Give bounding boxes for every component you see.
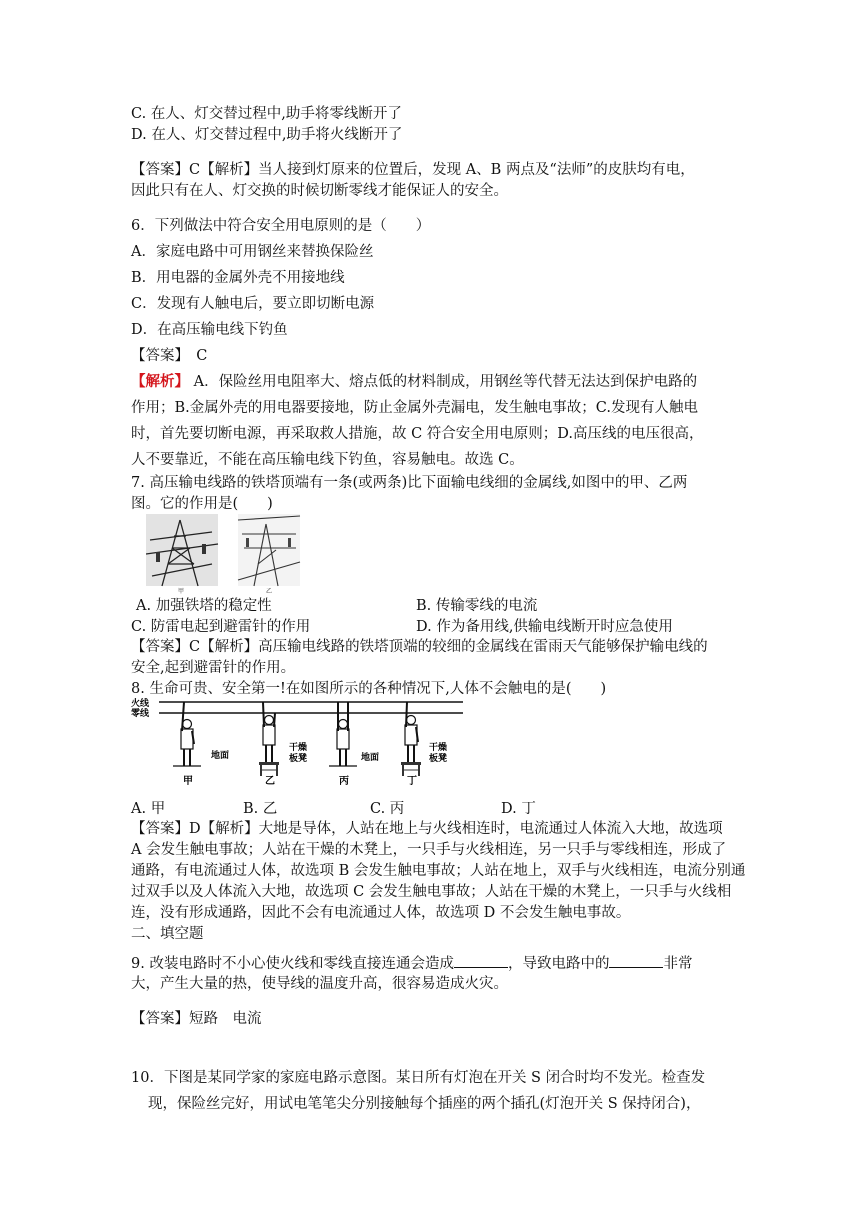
q10-line2: 现，保险丝完好，用试电笔笔尖分别接触每个插座的两个插孔(灯泡开关 S 保持闭合)，	[148, 1096, 701, 1112]
q8-answer-line2: A 会发生触电事故；人站在干燥的木凳上，一只手与火线相连，另一只手与零线相连，形成了	[131, 842, 727, 858]
ground-label-a: 地面	[211, 751, 230, 761]
q9-answer: 【答案】短路 电流	[131, 1011, 262, 1027]
q5-answer-line2: 因此只有在人、灯交换的时候切断零线才能保证人的安全。	[131, 183, 508, 199]
q8-answer-line3: 通路，有电流通过人体，故选项 B 会发生触电事故；人站在地上，双手与火线相连，电流分别通	[131, 863, 746, 879]
q7-option-c: C. 防雷电起到避雷针的作用	[131, 619, 311, 635]
neutral-wire-label: 零线	[131, 709, 150, 719]
q5-answer-line1: 【答案】C【解析】当人接到灯原来的位置后，发现 A、B 两点及“法师”的皮肤均有电，	[131, 162, 695, 178]
q6-option-c: C．发现有人触电后，要立即切断电源	[131, 296, 375, 312]
person-a	[173, 702, 201, 766]
tower-photo-a	[146, 514, 218, 586]
figure-label-c: 丙	[339, 776, 349, 787]
q5-option-d: D. 在人、灯交替过程中,助手将火线断开了	[131, 127, 403, 143]
q8-answer-line1: 【答案】D【解析】大地是导体，人站在地上与火线相连时，电流通过人体流入大地，故选项	[131, 821, 723, 837]
person-c	[329, 702, 357, 766]
q7-stem-line2: 图。它的作用是( )	[131, 496, 273, 512]
answer-blank-2[interactable]	[609, 953, 663, 968]
q6-analysis-line4: 人不要靠近，不能在高压输电线下钓鱼，容易触电。故选 C。	[131, 452, 524, 468]
q9-stem-line2: 大，产生大量的热，使导线的温度升高，很容易造成火灾。	[131, 976, 508, 992]
q8-option-d: D. 丁	[501, 801, 536, 817]
stool-label-d-1: 干燥	[429, 743, 448, 753]
q8-answer-line4: 过双手以及人体流入大地，故选项 C 会发生触电事故；人站在干燥的木凳上，一只手与火线相	[131, 884, 732, 900]
stool-label-b-1: 干燥	[289, 743, 308, 753]
electric-shock-figure	[131, 696, 466, 790]
figure-label-b: 乙	[265, 776, 275, 787]
tower-photo-b	[238, 514, 300, 586]
q8-answer-line5: 连，没有形成通路，因此不会有电流通过人体，故选项 D 不会发生触电事故。	[131, 905, 631, 921]
q6-analysis-line1: 【解析】 A．保险丝用电阻率大、熔点低的材料制成，用钢丝等代替无法达到保护电路的	[131, 373, 698, 390]
q10-line1: 10．下图是某同学家的家庭电路示意图。某日所有灯泡在开关 S 闭合时均不发光。检查发	[131, 1070, 706, 1086]
q8-option-b: B. 乙	[243, 801, 278, 817]
q6-answer: 【答案】 C	[131, 348, 208, 364]
q7-answer-line2: 安全,起到避雷针的作用。	[131, 660, 296, 676]
figure-label-d: 丁	[407, 776, 417, 787]
tower-photos-figure	[146, 514, 306, 594]
q8-stem: 8. 生命可贵、安全第一!在如图所示的各种情况下,人体不会触电的是( )	[131, 681, 607, 697]
q7-option-d: D. 作为备用线,供输电线断开时应急使用	[416, 619, 673, 635]
q8-option-a: A. 甲	[131, 801, 166, 817]
q6-option-a: A．家庭电路中可用钢丝来替换保险丝	[131, 244, 374, 260]
q5-option-c: C. 在人、灯交替过程中,助手将零线断开了	[131, 106, 402, 122]
q7-stem-line1: 7. 高压输电线路的铁塔顶端有一条(或两条)比下面输电线细的金属线,如图中的甲、乙两	[131, 475, 688, 491]
stool-label-b-2: 板凳	[289, 754, 308, 764]
q6-stem: 6．下列做法中符合安全用电原则的是（ ）	[131, 218, 431, 234]
stool-label-d-2: 板凳	[429, 754, 448, 764]
q9-stem-line1: 9. 改装电路时不小心使火线和零线直接连通会造成 ，导致电路中的 非常	[131, 953, 692, 974]
q7-option-b: B. 传输零线的电流	[416, 598, 538, 614]
section-title-fill-in: 二、填空题	[131, 926, 204, 942]
q6-option-b: B．用电器的金属外壳不用接地线	[131, 270, 345, 286]
q6-analysis-line2: 作用；B.金属外壳的用电器要接地，防止金属外壳漏电，发生触电事故；C.发现有人触电	[131, 400, 698, 416]
answer-blank-1[interactable]	[454, 953, 508, 968]
q7-answer-line1: 【答案】C【解析】高压输电线路的铁塔顶端的较细的金属线在雷雨天气能够保护输电线的	[131, 639, 708, 655]
q8-option-c: C. 丙	[370, 801, 405, 817]
live-wire-label: 火线	[131, 699, 150, 709]
figure-label-a: 甲	[183, 776, 193, 787]
ground-label-c: 地面	[361, 753, 380, 763]
q6-analysis-line3: 时，首先要切断电源，再采取救人措施，故 C 符合安全用电原则；D.高压线的电压很高，	[131, 426, 704, 442]
q7-option-a: A. 加强铁塔的稳定性	[136, 598, 272, 614]
q6-option-d: D．在高压输电线下钓鱼	[131, 322, 288, 338]
tower-photo-a-label: 甲	[178, 588, 185, 594]
analysis-tag: 【解析】	[131, 373, 189, 390]
tower-photo-b-label: 乙	[266, 588, 273, 594]
